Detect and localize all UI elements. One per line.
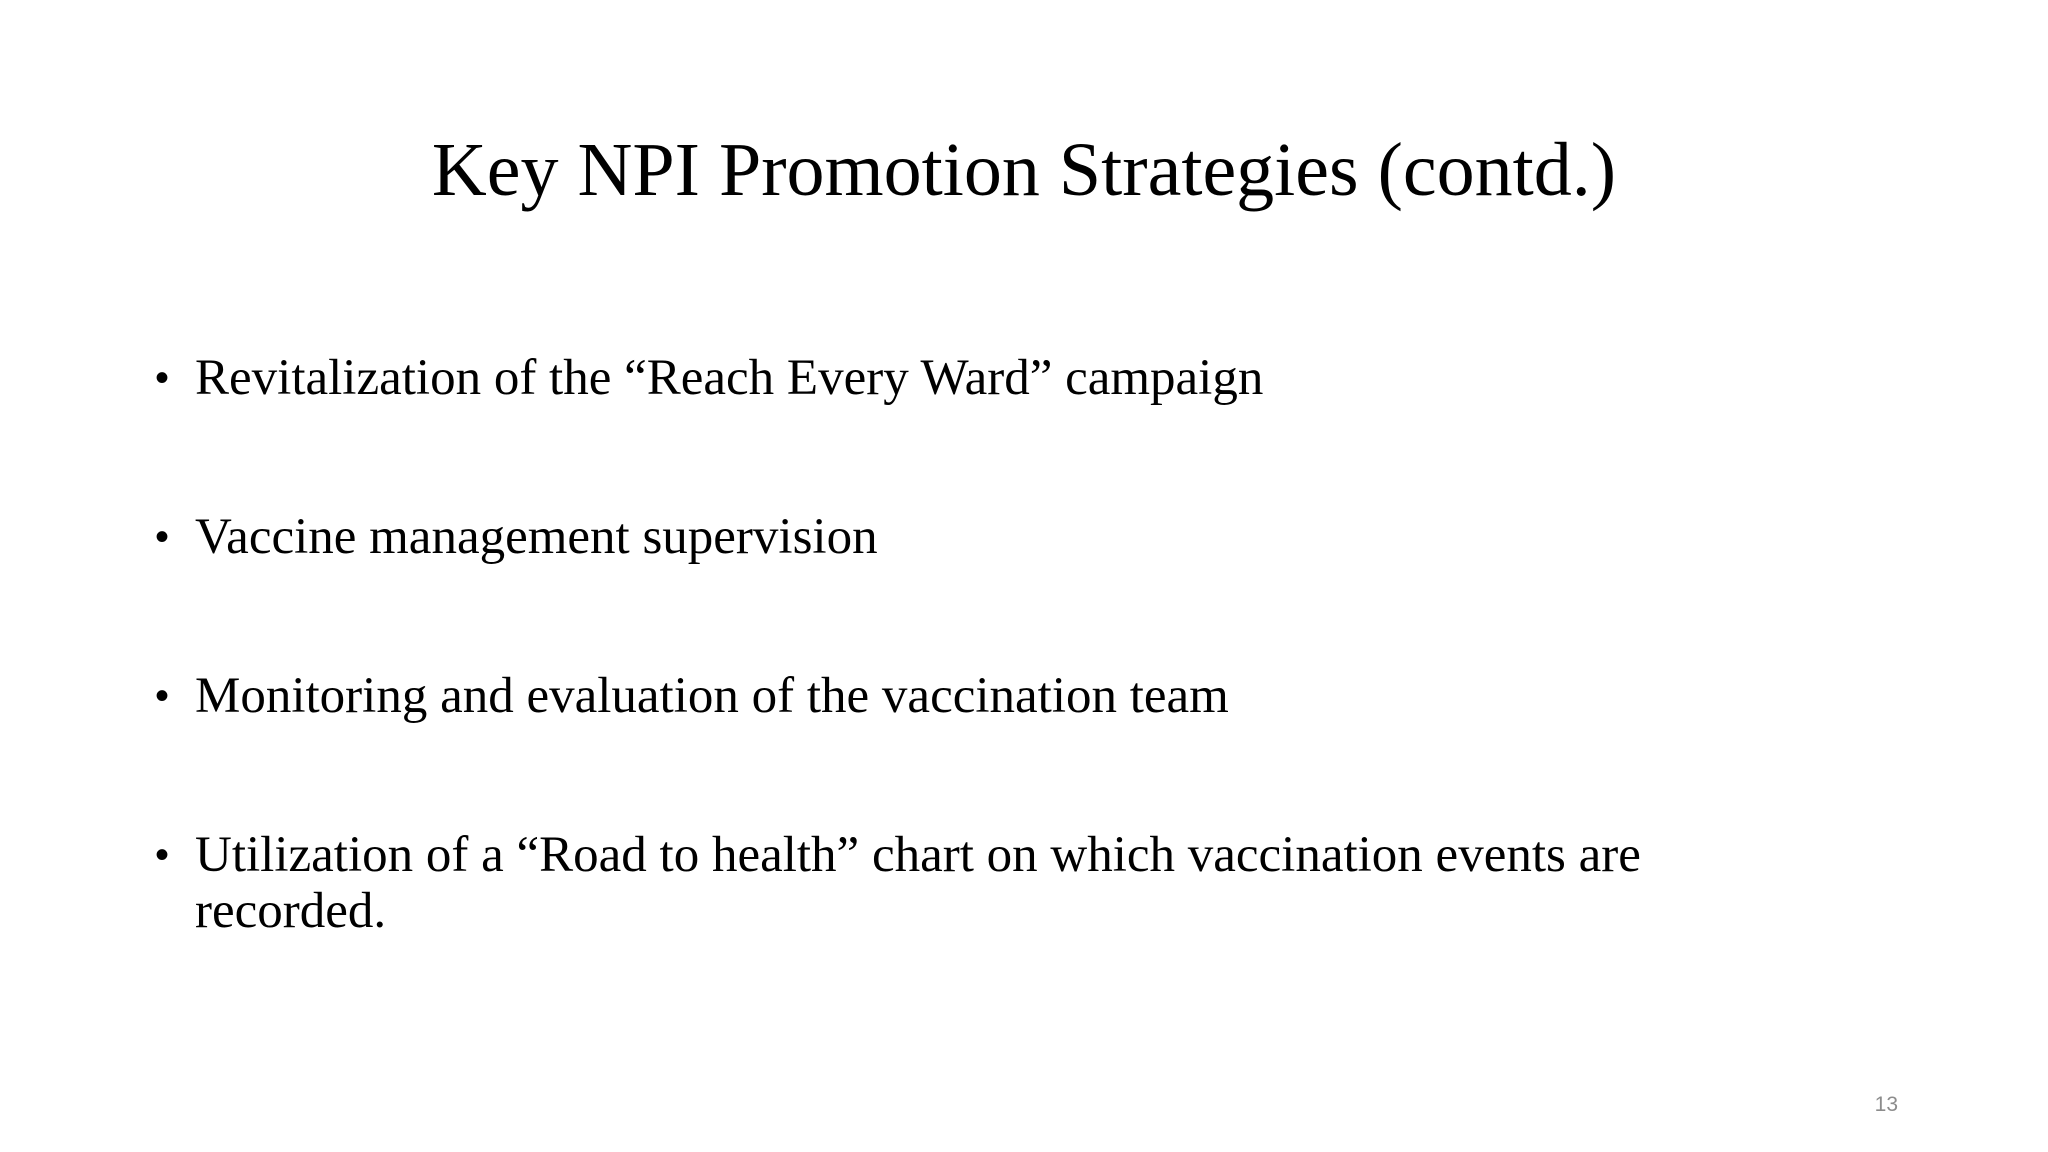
bullet-dot-icon: • — [155, 674, 170, 718]
bullet-list — [155, 350, 1795, 1042]
page-number: 13 — [1874, 1093, 1898, 1116]
bullet-text: Revitalization of the “Reach Every Ward” campaign — [195, 350, 1264, 406]
bullet-text: Monitoring and evaluation of the vaccination team — [195, 668, 1229, 724]
bullet-item-3 — [155, 668, 1795, 724]
bullet-text: Vaccine management supervision — [195, 509, 878, 565]
bullet-dot-icon: • — [155, 833, 170, 877]
slide-title: Key NPI Promotion Strategies (contd.) — [431, 128, 1617, 212]
bullet-dot-icon: • — [155, 356, 170, 400]
bullet-item-4 — [155, 827, 1795, 939]
bullet-dot-icon: • — [155, 515, 170, 559]
bullet-item-2 — [155, 509, 1795, 565]
bullet-text: Utilization of a “Road to health” chart on which vaccination events are recorded. — [195, 827, 1641, 939]
bullet-item-1 — [155, 350, 1795, 406]
